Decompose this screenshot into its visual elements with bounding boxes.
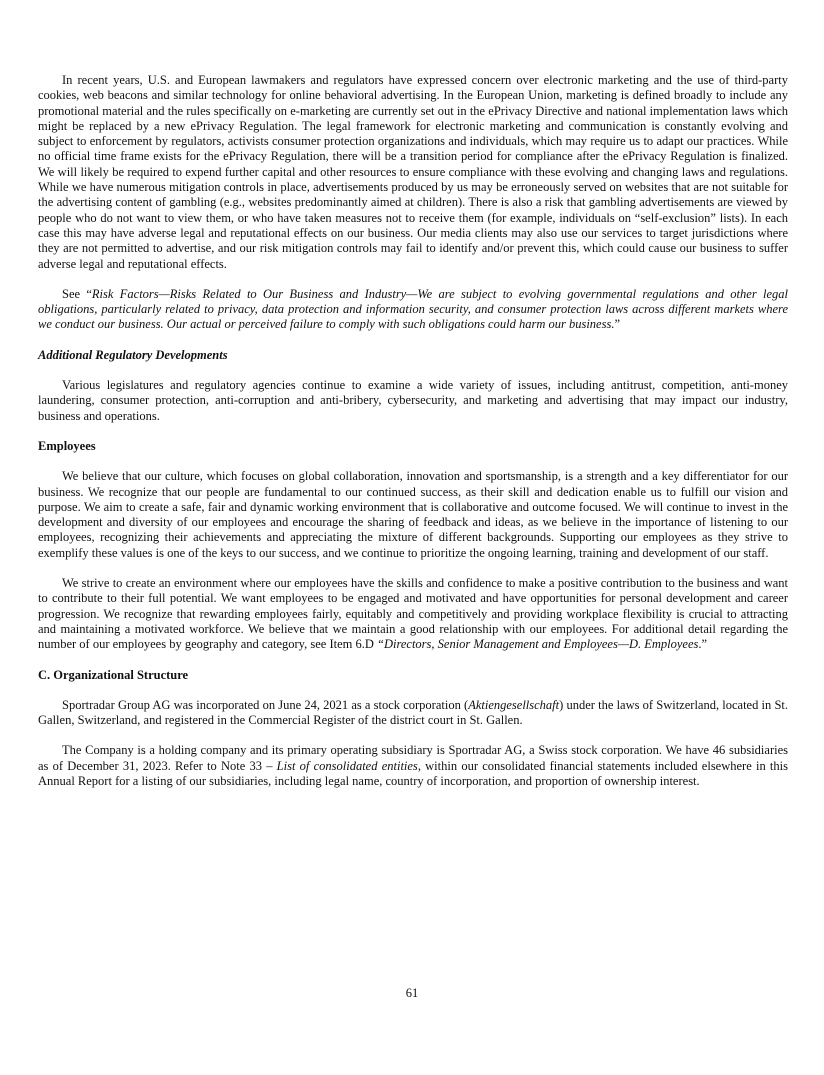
additional-regulatory-paragraph: Various legislatures and regulatory agencies continue to examine a wide variety of issues, including antitrust, competition, anti-money laundering, consumer protection, anti-corruption and anti-bribery, cybersecurity, and marketing and advertising that may impact our industry, business and operations. [38, 378, 788, 423]
environment-suffix: .” [698, 637, 708, 652]
employees-heading: Employees [38, 438, 96, 453]
risk-factors-reference: Risk Factors—Risks Related to Our Business and Industry—We are subject to evolving governmental regulations and other legal obligations, particularly related to privacy, data protection and information security, and consumer protection laws across different markets where we conduct our business. Our actual or perceived failure to comply with such obligations could harm our business. [38, 286, 788, 332]
document-page [38, 73, 788, 789]
holding-suffix: , within our consolidated financial statements included elsewhere in this Annual Report for a listing of our subsidiaries, including legal name, country of incorporation, and proportion of ownership interest. [38, 758, 788, 788]
item-6d-reference: “Directors, Senior Management and Employees—D. Employees [377, 637, 699, 652]
environment-text: We strive to create an environment where our employees have the skills and confidence to make a positive contribution to the business and want to contribute to their full potential. We want employees to be engaged and motivated and have opportunities for personal development and career progression. We recognize that rewarding employees fairly, equitably and competitively and providing workplace flexibility is crucial to attracting and maintaining a motivated workforce. We believe that we maintain a good relationship with our employees. For additional detail regarding the number of our employees by geography and category, see Item 6.D [38, 576, 788, 652]
employees-environment-paragraph [38, 576, 788, 652]
holding-prefix: The Company is a holding company and its primary operating subsidiary is Sportradar AG, a Swiss stock corporation. We have 46 subsidiaries as of December 31, 2023. Refer to Note 33 – [38, 743, 788, 773]
incorporation-suffix: ) under the laws of Switzerland, located in St. Gallen, Switzerland, and registered in the Commercial Register of the district court in St. Gallen. [38, 697, 788, 728]
incorporation-prefix: Sportradar Group AG was incorporated on June 24, 2021 as a stock corporation ( [62, 697, 469, 712]
incorporation-paragraph [38, 698, 788, 729]
employees-culture-paragraph: We believe that our culture, which focuses on global collaboration, innovation and sportsmanship, is a strength and a key differentiator for our business. We recognize that our people are fundamental to our continued success, as their skill and dedication enable us to fulfill our vision and purpose. We aim to create a safe, fair and dynamic working environment that is collaborative and outcome focused. We will continue to invest in the development and diversity of our employees and encourage the sharing of feedback and ideas, as we believe in the importance of listening to our employees, recognizing their achievements and appreciating the mixture of different backgrounds. Supporting our employees as they strive to exemplify these values is one of the keys to our success, and we continue to prioritize the ongoing learning, training and development of our staff. [38, 469, 788, 560]
reference-suffix: ” [614, 317, 621, 332]
note-33-reference: List of consolidated entities [276, 758, 418, 773]
page-number: 61 [405, 986, 419, 1000]
holding-company-paragraph [38, 743, 788, 789]
reference-prefix: See “ [62, 286, 92, 301]
risk-factors-reference-paragraph [38, 287, 788, 333]
aktiengesellschaft-term: Aktiengesellschaft [468, 697, 560, 712]
privacy-paragraph: In recent years, U.S. and European lawmakers and regulators have expressed concern over electronic marketing and the use of third-party cookies, web beacons and similar technology for online behavioral advertising. In the European Union, marketing is defined broadly to include any promotional material and the rules specifically on e-marketing are currently set out in the ePrivacy Directive and national implementation laws which might be replaced by a new ePrivacy Regulation. The legal framework for electronic marketing and communication is constantly evolving and subject to enforcement by regulators, activists consumer protection organizations and individuals, which may require us to adapt our practices. While no official time frame exists for the ePrivacy Regulation, there will be a transition period for compliance after the ePrivacy Regulation is finalized. We will likely be required to expend further capital and other resources to ensure compliance with these evolving and changing laws and regulations. While we have numerous mitigation controls in place, advertisements produced by us may be erroneously served on websites that are not suitable for the advertising content of gambling (e.g., websites predominantly aimed at children). There is also a risk that gambling advertisements are viewed by people who do not want to view them, or who have taken measures not to receive them (for example, individuals on “self-exclusion” lists). In each case this may have adverse legal and reputational effects on our business. Our media clients may also use our services to target jurisdictions where they are not permitted to advertise, and our risk mitigation controls may fail to identify and/or prevent this, which could cause our business to suffer adverse legal and reputational effects. [38, 73, 788, 271]
additional-regulatory-heading: Additional Regulatory Developments [38, 347, 228, 362]
organizational-structure-heading: C. Organizational Structure [38, 667, 189, 682]
